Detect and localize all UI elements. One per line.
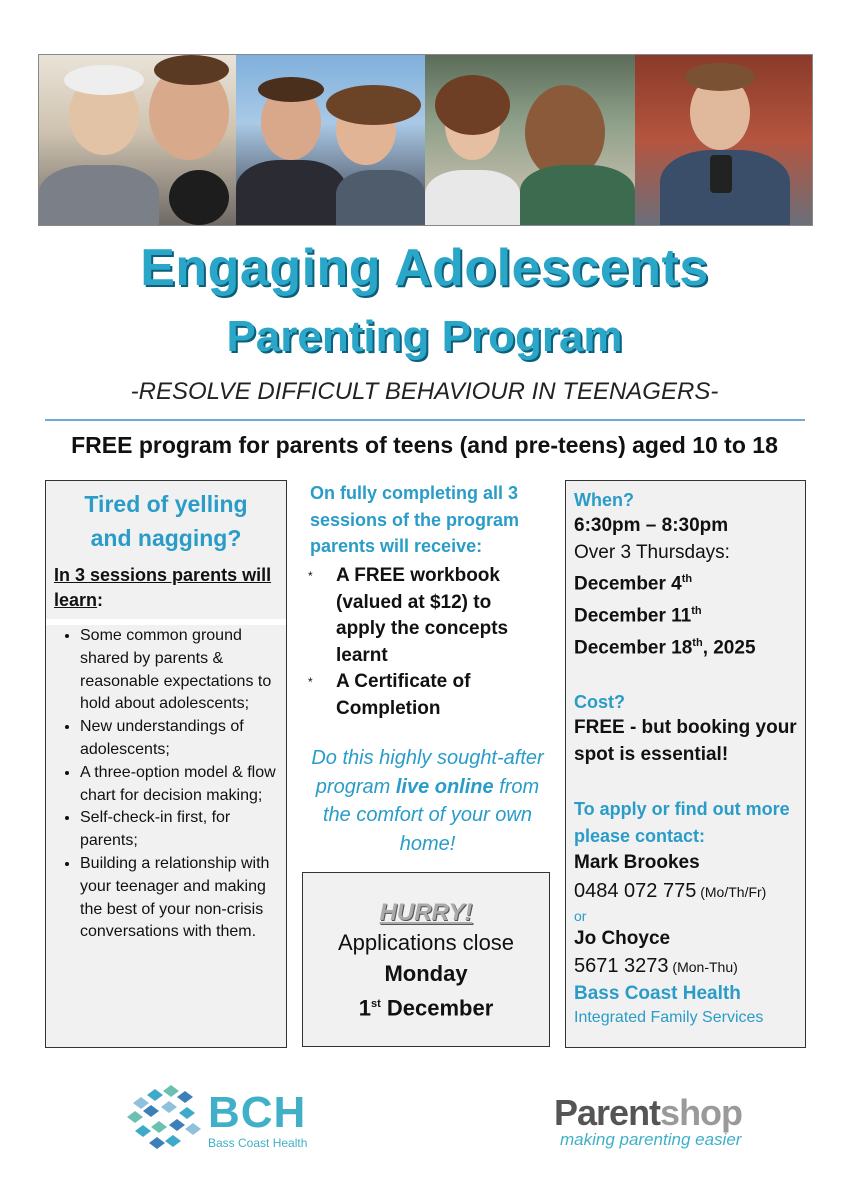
list-item xyxy=(306,669,546,722)
org-name: Bass Coast Health xyxy=(574,983,741,1005)
sessions-subheading xyxy=(54,563,278,613)
photo-teen-phone xyxy=(635,55,812,225)
session-date xyxy=(574,598,797,630)
list-item: • A three-option model & flow chart for decision making; xyxy=(80,762,278,808)
list-item: • New understandings of adolescents; xyxy=(80,716,278,762)
date-text: December 18 xyxy=(574,636,693,658)
org-dept: Integrated Family Services xyxy=(574,1009,764,1027)
left-info-box xyxy=(45,480,287,1048)
photo-girl-talking xyxy=(425,55,635,225)
applications-close: Applications close xyxy=(337,930,515,955)
contact-1-days: (Mo/Th/Fr) xyxy=(696,883,767,900)
free-program-line: FREE program for parents of teens (and pre-teens) aged 10 to 18 xyxy=(71,432,778,458)
completion-item-text: A FREE workbook (valued at $12) to apply the concepts learnt xyxy=(336,565,509,666)
close-date xyxy=(303,989,549,1023)
bch-logo-text: BCH xyxy=(208,1088,307,1137)
close-date-sup: st xyxy=(370,998,381,1010)
list-item: • Some common ground shared by parents & reasonable expectations to hold about adolescents; xyxy=(80,625,278,716)
list-item: • Building a relationship with your teenager and making the best of your non-crisis conversations with them. xyxy=(80,853,278,944)
list-item: • Self-check-in first, for parents; xyxy=(80,807,278,853)
photo-grandfather-teen xyxy=(39,55,236,225)
date-text: December 4 xyxy=(574,573,682,595)
left-box-heading-line-2: and nagging? xyxy=(90,525,242,551)
cost-text: FREE - but booking your spot is essential! xyxy=(574,717,797,765)
online-note-post: from the comfort of your own home! xyxy=(323,775,540,855)
list-item xyxy=(306,563,546,669)
deadline-box xyxy=(302,872,550,1047)
contact-1-phone-number: 0484 072 775 xyxy=(574,879,697,902)
contact-2-days: (Mon-Thu) xyxy=(668,959,738,976)
sessions-subheading-colon: : xyxy=(97,590,104,610)
left-box-heading xyxy=(46,487,286,555)
contact-1-name: Mark Brookes xyxy=(574,852,700,874)
online-note-pre: Do this highly sought-after program xyxy=(311,747,544,798)
photo-teens-laughing xyxy=(236,55,425,225)
contact-2-phone xyxy=(574,952,797,981)
date-sup: th xyxy=(691,604,702,617)
divider xyxy=(45,419,805,421)
asterisk-bullet: * xyxy=(308,675,313,689)
cost-label: Cost? xyxy=(574,692,625,713)
contact-2-name: Jo Choyce xyxy=(574,927,671,949)
date-sup: th xyxy=(681,573,693,585)
date-sup: th xyxy=(692,636,703,649)
learning-list xyxy=(46,619,286,944)
sessions-subheading-text: In 3 sessions parents will learn xyxy=(54,565,272,610)
apply-label: To apply or find out more please contact: xyxy=(574,799,790,847)
close-day: Monday xyxy=(384,961,468,986)
right-info-box xyxy=(565,480,806,1048)
contact-1-phone xyxy=(574,877,797,906)
session-date xyxy=(574,630,797,662)
completion-list xyxy=(306,563,546,722)
title-line-1: Engaging Adolescents xyxy=(140,239,709,297)
photo-banner xyxy=(38,54,813,226)
date-suffix: , 2025 xyxy=(702,636,756,658)
completion-item-text: A Certificate of Completion xyxy=(336,671,471,719)
completion-heading: On fully completing all 3 sessions of the program parents will receive: xyxy=(310,483,520,556)
asterisk-bullet: * xyxy=(308,569,313,583)
parentshop-logo-b: shop xyxy=(660,1092,743,1133)
parentshop-tagline: making parenting easier xyxy=(560,1130,742,1149)
when-label: When? xyxy=(574,490,634,510)
bch-logo-subtext: Bass Coast Health xyxy=(208,1136,308,1150)
date-text: December 11 xyxy=(574,605,692,627)
parentshop-logo xyxy=(554,1092,742,1134)
session-time: 6:30pm – 8:30pm xyxy=(574,515,729,536)
title-line-2: Parenting Program xyxy=(226,312,623,361)
subtitle: -RESOLVE DIFFICULT BEHAVIOUR IN TEENAGERS- xyxy=(130,378,719,405)
over-thursdays: Over 3 Thursdays: xyxy=(574,541,730,563)
contact-2-phone-number: 5671 3273 xyxy=(574,955,669,978)
left-box-heading-line-1: Tired of yelling xyxy=(84,491,248,517)
hurry-heading: HURRY! xyxy=(379,899,473,926)
session-date xyxy=(574,566,797,598)
online-note-bold: live online xyxy=(395,775,494,798)
close-date-month: December xyxy=(380,995,494,1021)
or-text: or xyxy=(574,907,587,924)
online-note xyxy=(305,744,550,858)
parentshop-logo-a: Parent xyxy=(554,1092,661,1133)
close-date-num: 1 xyxy=(358,995,371,1021)
